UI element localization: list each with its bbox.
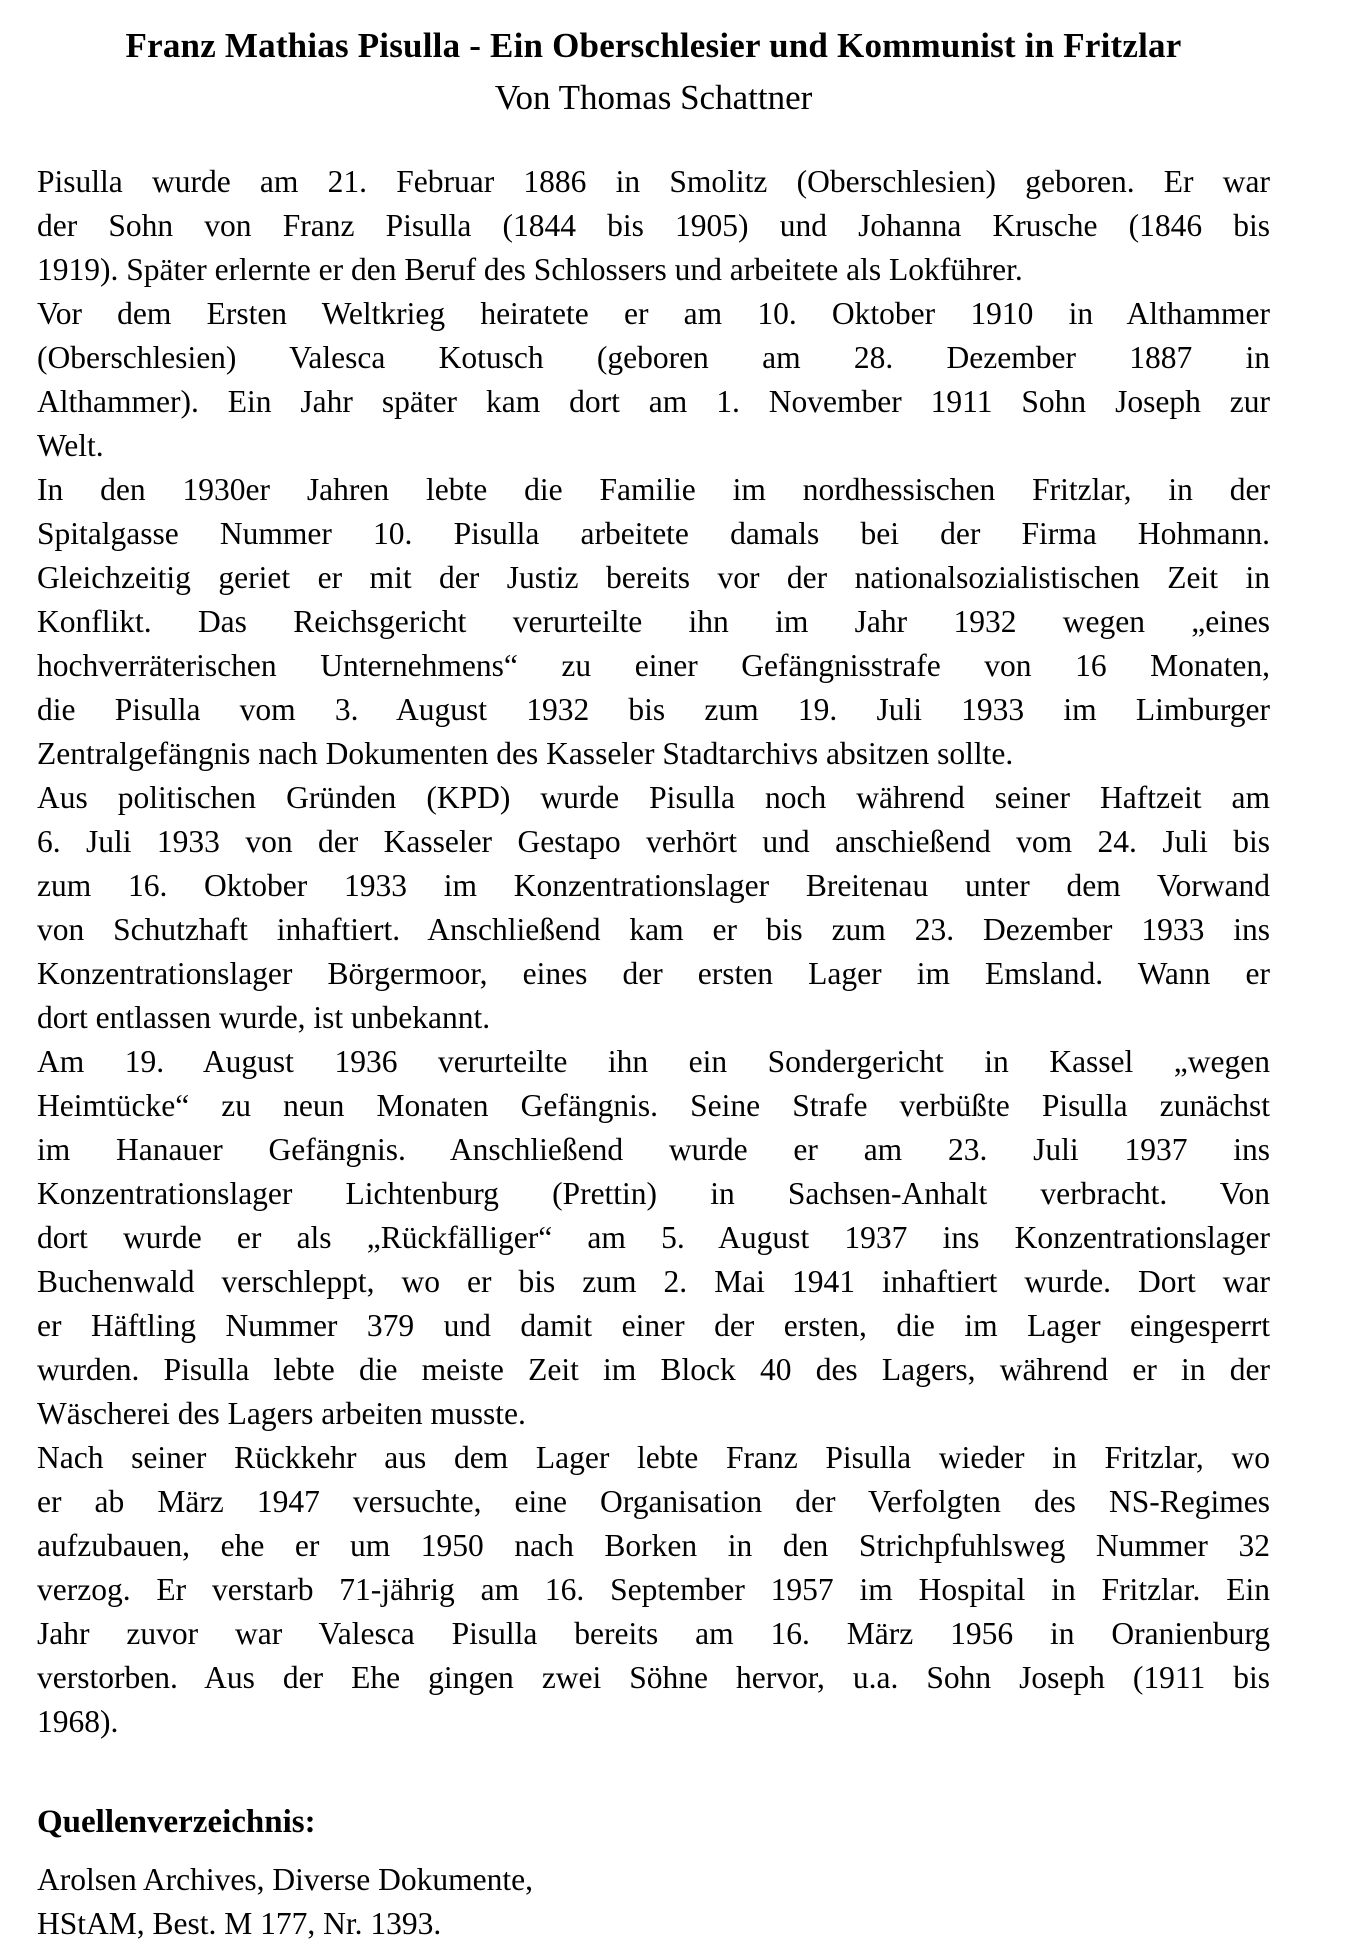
sources-list [37,1858,1270,1946]
text-line: von Schutzhaft inhaftiert. Anschließend kam er bis zum 23. Dezember 1933 ins [37,912,1270,947]
text-line: Welt. [37,428,104,463]
text-line: aufzubauen, ehe er um 1950 nach Borken in den Strichpfuhlsweg Nummer 32 [37,1528,1270,1563]
text-line: Vor dem Ersten Weltkrieg heiratete er am 10. Oktober 1910 in Althammer [37,296,1270,331]
text-line: im Hanauer Gefängnis. Anschließend wurde er am 23. Juli 1937 ins [37,1132,1270,1167]
text-line: Heimtücke“ zu neun Monaten Gefängnis. Seine Strafe verbüßte Pisulla zunächst [37,1088,1270,1123]
text-line: wurden. Pisulla lebte die meiste Zeit im Block 40 des Lagers, während er in der [37,1352,1270,1387]
text-line: Spitalgasse Nummer 10. Pisulla arbeitete damals bei der Firma Hohmann. [37,516,1270,551]
text-line: Zentralgefängnis nach Dokumenten des Kasseler Stadtarchivs absitzen sollte. [37,736,1014,771]
text-line: zum 16. Oktober 1933 im Konzentrationslager Breitenau unter dem Vorwand [37,868,1270,903]
text-line: Pisulla wurde am 21. Februar 1886 in Smolitz (Oberschlesien) geboren. Er war [37,164,1270,199]
text-line: 6. Juli 1933 von der Kasseler Gestapo verhört und anschießend vom 24. Juli bis [37,824,1270,859]
text-line: Gleichzeitig geriet er mit der Justiz bereits vor der nationalsozialistischen Zeit in [37,560,1270,595]
text-line: dort wurde er als „Rückfälliger“ am 5. August 1937 ins Konzentrationslager [37,1220,1270,1255]
text-line: Wäscherei des Lagers arbeiten musste. [37,1396,526,1431]
text-line: Konzentrationslager Lichtenburg (Prettin) in Sachsen-Anhalt verbracht. Von [37,1176,1270,1211]
text-line: Am 19. August 1936 verurteilte ihn ein Sondergericht in Kassel „wegen [37,1044,1270,1079]
source-line: Arolsen Archives, Diverse Dokumente, [37,1862,534,1897]
text-line: Jahr zuvor war Valesca Pisulla bereits am 16. März 1956 in Oranienburg [37,1616,1270,1651]
text-line: 1968). [37,1704,119,1739]
text-line: er ab März 1947 versuchte, eine Organisation der Verfolgten des NS-Regimes [37,1484,1270,1519]
text-line: der Sohn von Franz Pisulla (1844 bis 1905) und Johanna Krusche (1846 bis [37,208,1270,243]
text-line: (Oberschlesien) Valesca Kotusch (geboren am 28. Dezember 1887 in [37,340,1270,375]
text-line: Nach seiner Rückkehr aus dem Lager lebte Franz Pisulla wieder in Fritzlar, wo [37,1440,1270,1475]
document-body [37,160,1270,1744]
text-line: Buchenwald verschleppt, wo er bis zum 2. Mai 1941 inhaftiert wurde. Dort war [37,1264,1270,1299]
text-line: die Pisulla vom 3. August 1932 bis zum 19. Juli 1933 im Limburger [37,692,1270,727]
text-line: Aus politischen Gründen (KPD) wurde Pisulla noch während seiner Haftzeit am [37,780,1270,815]
text-line: dort entlassen wurde, ist unbekannt. [37,1000,491,1035]
text-line: Althammer). Ein Jahr später kam dort am 1. November 1911 Sohn Joseph zur [37,384,1270,419]
text-line: hochverräterischen Unternehmens“ zu einer Gefängnisstrafe von 16 Monaten, [37,648,1270,683]
text-line: verzog. Er verstarb 71-jährig am 16. September 1957 im Hospital in Fritzlar. Ein [37,1572,1270,1607]
text-line: er Häftling Nummer 379 und damit einer der ersten, die im Lager eingesperrt [37,1308,1270,1343]
text-line: Konzentrationslager Börgermoor, eines der ersten Lager im Emsland. Wann er [37,956,1270,991]
sources-heading: Quellenverzeichnis: [37,1804,316,1840]
text-line: 1919). Später erlernte er den Beruf des Schlossers und arbeitete als Lokführer. [37,252,1023,287]
document-title: Franz Mathias Pisulla - Ein Oberschlesier und Kommunist in Fritzlar [125,26,1182,65]
source-line: HStAM, Best. M 177, Nr. 1393. [37,1906,442,1941]
text-line: verstorben. Aus der Ehe gingen zwei Söhne hervor, u.a. Sohn Joseph (1911 bis [37,1660,1270,1695]
document-byline: Von Thomas Schattner [494,78,813,117]
text-line: In den 1930er Jahren lebte die Familie im nordhessischen Fritzlar, in der [37,472,1270,507]
text-line: Konflikt. Das Reichsgericht verurteilte ihn im Jahr 1932 wegen „eines [37,604,1270,639]
